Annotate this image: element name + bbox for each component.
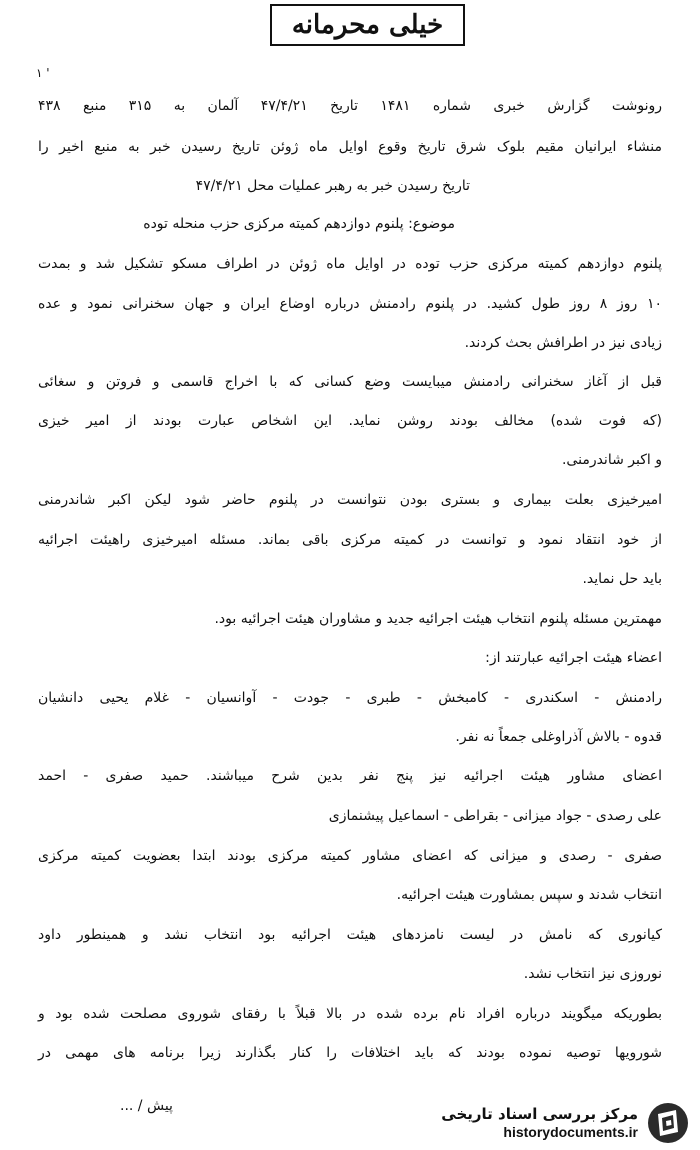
body-line: ۱۰ روز ۸ روز طول کشید. در پلنوم رادمنش درباره اوضاع ایران و جهان سخنرانی نمود و عده (38, 296, 662, 312)
body-line: منشاء ایرانیان مقیم بلوک شرق تاریخ وقوع اوایل ماه ژوئن تاریخ رسیدن خبر به منبع اخیر را (38, 139, 662, 155)
body-line: پلنوم دوازدهم کمیته مرکزی حزب توده در اوایل ماه ژوئن در اطراف مسکو تشکیل شد و بمدت (38, 256, 662, 272)
body-line: و اکبر شاندرمنی. (561, 452, 662, 468)
archive-center-logo-icon (646, 1101, 690, 1145)
watermark-title: مرکز بررسی اسناد تاریخی (441, 1104, 638, 1123)
body-line: تاریخ رسیدن خبر به رهبر عملیات محل ۴۷/۴/۲۱ (195, 178, 470, 194)
watermark-url: historydocuments.ir (503, 1123, 638, 1140)
body-line: رادمنش - اسکندری - کامبخش - طبری - جودت - آوانسیان - غلام یحیی دانشیان (38, 690, 662, 706)
body-line: انتخاب شدند و سپس بمشاورت هیئت اجرائیه. (396, 887, 662, 903)
body-line: اعضای مشاور هیئت اجرائیه نیز پنج نفر بدین شرح میباشند. حمید صفری - احمد (38, 768, 662, 784)
classification-stamp (270, 4, 465, 46)
archive-watermark (420, 1100, 690, 1145)
subject-line: موضوع: پلنوم دوازدهم کمیته مرکزی حزب منحله توده (143, 216, 455, 232)
body-line: رونوشت گزارش خبری شماره ۱۴۸۱ تاریخ ۴۷/۴/۲۱ آلمان به ۳۱۵ منبع ۴۳۸ (38, 98, 662, 114)
body-line: از خود انتقاد نمود و توانست در کمیته مرکزی باقی بماند. مسئله امیرخیزی راهیئت اجرائیه (38, 532, 662, 548)
body-line: مهمترین مسئله پلنوم انتخاب هیئت اجرائیه جدید و مشاوران هیئت اجرائیه بود. (214, 611, 662, 627)
body-line: اعضاء هیئت اجرائیه عبارتند از: (485, 650, 662, 666)
body-line: قدوه - بالاش آذراوغلی جمعاً نه نفر. (455, 729, 662, 745)
body-line: نوروزی نیز انتخاب نشد. (523, 966, 662, 982)
body-line: بطوریکه میگویند درباره افراد نام برده شده در بالا قبلاً با رفقای شوروی مصلحت شده بود و (38, 1006, 662, 1022)
body-line: صفری - رصدی و میزانی که اعضای مشاور کمیته مرکزی بودند ابتدا بعضویت کمیته مرکزی (38, 848, 662, 864)
body-line: باید حل نماید. (582, 571, 662, 587)
continuation-marker: پیش / ... (120, 1098, 173, 1114)
body-line: (که فوت شده) مخالف بودند روشن نماید. این اشخاص عبارت بودند از امیر خیزی (38, 413, 662, 429)
body-line: زیادی نیز در اطرافش بحث کردند. (464, 335, 662, 351)
body-line: قبل از آغاز سخنرانی رادمنش میبایست وضع کسانی که با اخراج قاسمی و فروتن و سغائی (38, 374, 662, 390)
corner-mark: ۱ ' (36, 66, 50, 80)
watermark-text (441, 1105, 638, 1141)
body-line: کیانوری که نامش در لیست نامزدهای هیئت اجرائیه بود انتخاب نشد و همینطور داود (38, 927, 662, 943)
body-line: امیرخیزی بعلت بیماری و بستری بودن نتوانست در پلنوم حاضر شود لیکن اکبر شاندرمنی (38, 492, 662, 508)
stamp-text: خیلی محرمانه (291, 10, 444, 40)
body-line: علی رصدی - جواد میزانی - بقراطی - اسماعیل پیشنمازی (328, 808, 662, 824)
body-line: شورویها توصیه نموده بودند که باید اختلافات را کنار بگذارند زیرا برنامه های مهمی در (38, 1045, 662, 1061)
